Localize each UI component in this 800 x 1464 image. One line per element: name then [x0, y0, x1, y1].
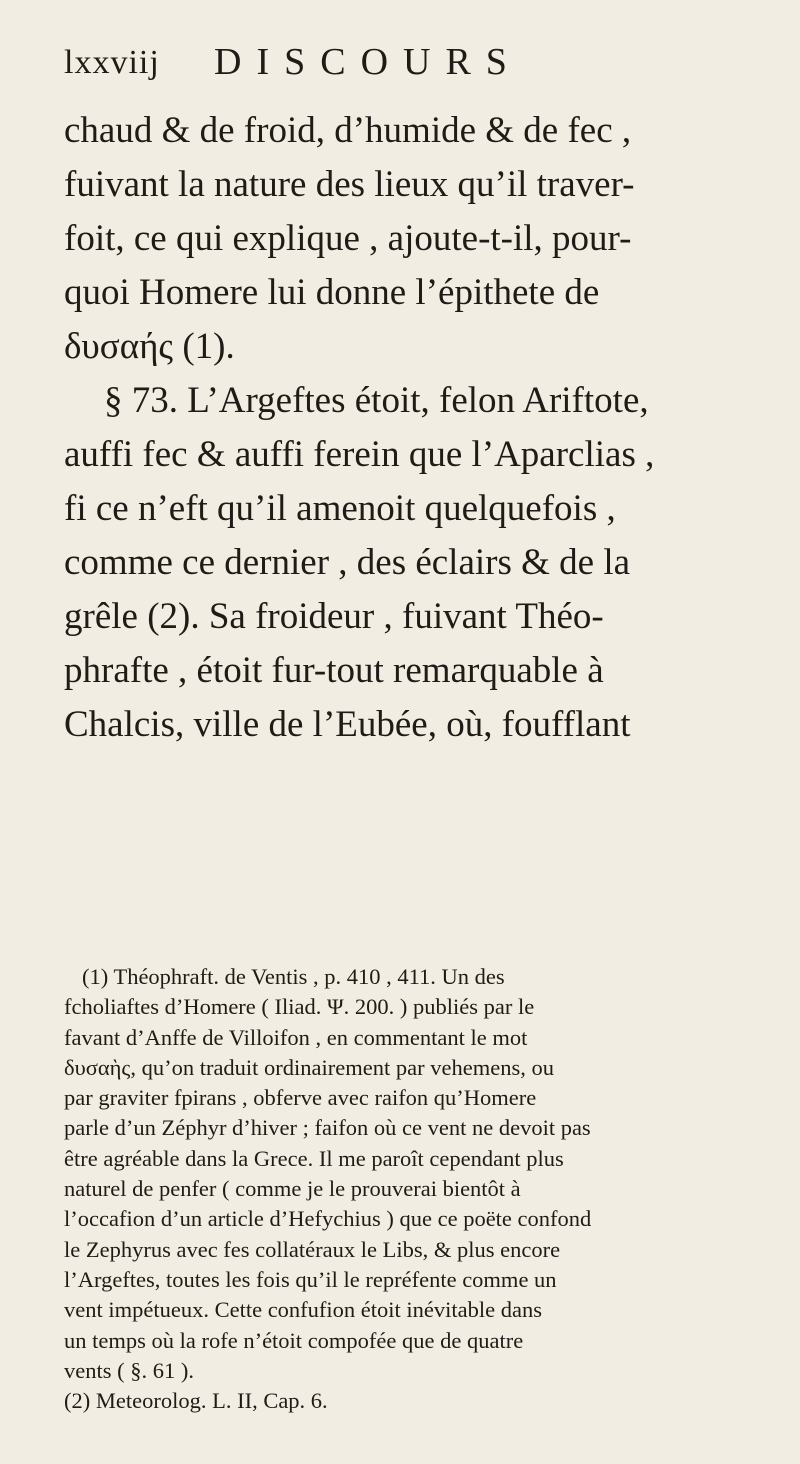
text-line: fi ce n’eft qu’il amenoit quelquefois , [64, 488, 616, 529]
text-line: Chalcis, ville de l’Eubée, où, foufflant [64, 704, 631, 745]
text-line: quoi Homere lui donne l’épithete de [64, 272, 600, 313]
footnote-line: naturel de penfer ( comme je le prouverai bientôt à [64, 1176, 521, 1202]
footnote-line: le Zephyrus avec fes collatéraux le Libs, & plus encore [64, 1236, 561, 1262]
footnote-line: parle d’un Zéphyr d’hiver ; faifon où ce vent ne devoit pas [64, 1115, 591, 1141]
text-line: § 73. L’Argeftes étoit, felon Ariftote, [104, 380, 649, 421]
main-text [64, 104, 754, 752]
footnote-line: vents ( §. 61 ). [64, 1357, 194, 1383]
footnote-line: par graviter fpirans , obferve avec raifon qu’Homere [64, 1085, 537, 1111]
running-title: DISCOURS [214, 41, 522, 83]
footnote-line: l’occafion d’un article d’Hefychius ) que ce poëte confond [64, 1206, 592, 1232]
footnote-line: l’Argeftes, toutes les fois qu’il le repréfente comme un [64, 1266, 557, 1292]
page-header [64, 40, 764, 100]
text-line: comme ce dernier , des éclairs & de la [64, 542, 631, 583]
text-line: auffi fec & auffi ferein que l’Aparclias , [64, 434, 655, 475]
footnote-line: (1) Théophraft. de Ventis , p. 410 , 411. Un des [82, 964, 505, 989]
text-line: grêle (2). Sa froideur , fuivant Théo- [64, 596, 604, 637]
text-line: δυσαής (1). [64, 326, 235, 367]
footnote-line: favant d’Anffe de Villoifon , en commentant le mot [64, 1024, 528, 1050]
footnote-line: fcholiaftes d’Homere ( Iliad. Ψ. 200. ) publiés par le [64, 994, 535, 1020]
text-line: phrafte , étoit fur-tout remarquable à [64, 650, 604, 691]
text-line: fuivant la nature des lieux qu’il traver- [64, 164, 635, 205]
footnote-line: vent impétueux. Cette confufion étoit inévitable dans [64, 1297, 542, 1323]
footnote-line: (2) Meteorolog. L. II, Cap. 6. [64, 1388, 328, 1414]
footnote-line: δυσαὴς, qu’on traduit ordinairement par vehemens, ou [64, 1054, 554, 1080]
text-line: foit, ce qui explique , ajoute-t-il, pour- [64, 218, 632, 259]
footnote-line: être agréable dans la Grece. Il me paroît cependant plus [64, 1145, 564, 1171]
page-number: lxxviij [64, 44, 160, 81]
footnotes [64, 962, 754, 1416]
text-line: chaud & de froid, d’humide & de fec , [64, 110, 632, 151]
footnote-line: un temps où la rofe n’étoit compofée que de quatre [64, 1327, 524, 1353]
